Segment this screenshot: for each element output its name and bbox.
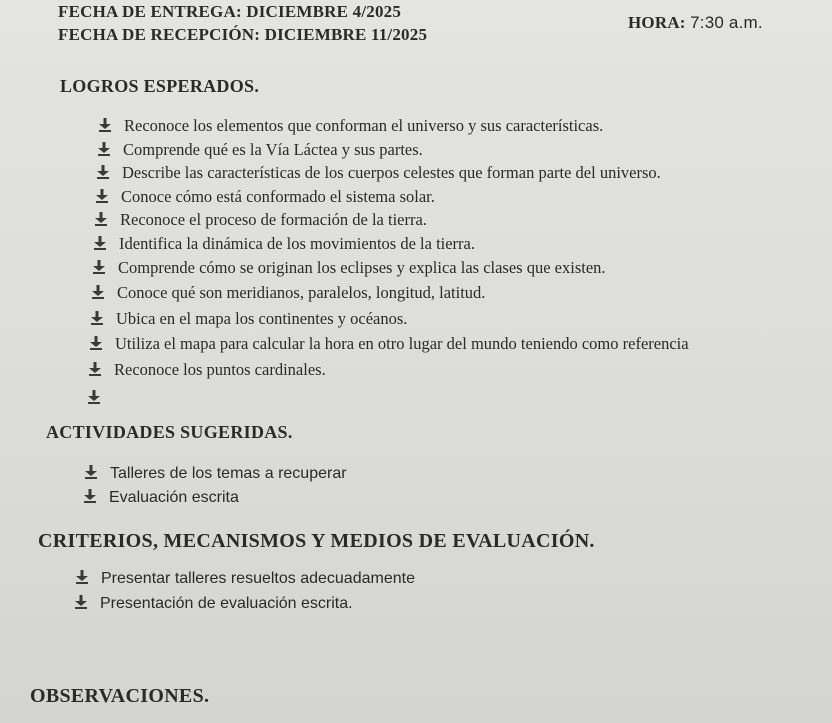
list-item: Comprende cómo se originan los eclipses y explica las clases que existen.	[92, 258, 606, 278]
arrow-down-bar-icon	[83, 489, 97, 503]
observaciones-title: OBSERVACIONES.	[30, 685, 210, 707]
list-item: Identifica la dinámica de los movimientos de la tierra.	[93, 234, 475, 254]
arrow-down-bar-icon	[75, 570, 89, 584]
arrow-down-bar-icon	[94, 212, 108, 226]
hora	[628, 13, 763, 33]
arrow-down-bar-icon	[98, 118, 112, 132]
empty-list-item	[87, 388, 113, 408]
arrow-down-bar-icon	[93, 236, 107, 250]
fecha-recepcion: FECHA DE RECEPCIÓN: DICIEMBRE 11/2025	[58, 25, 428, 44]
arrow-down-bar-icon	[97, 142, 111, 156]
list-item: Evaluación escrita	[83, 489, 239, 507]
list-item: Conoce cómo está conformado el sistema solar.	[95, 187, 435, 207]
list-item: Conoce qué son meridianos, paralelos, longitud, latitud.	[91, 283, 485, 303]
actividades-title: ACTIVIDADES SUGERIDAS.	[46, 422, 293, 442]
list-item: Reconoce los elementos que conforman el universo y sus características.	[98, 116, 603, 136]
arrow-down-bar-icon	[96, 165, 110, 179]
arrow-down-bar-icon	[74, 595, 88, 609]
arrow-down-bar-icon	[88, 362, 102, 376]
hora-value: 7:30 a.m.	[690, 13, 763, 32]
arrow-down-bar-icon	[91, 285, 105, 299]
list-item: Utiliza el mapa para calcular la hora en otro lugar del mundo teniendo como referencia	[89, 334, 832, 354]
arrow-down-bar-icon	[87, 390, 101, 404]
logros-title: LOGROS ESPERADOS.	[60, 76, 260, 96]
arrow-down-bar-icon	[84, 465, 98, 479]
fecha-entrega: FECHA DE ENTREGA: DICIEMBRE 4/2025	[58, 2, 402, 21]
arrow-down-bar-icon	[89, 336, 103, 350]
list-item: Presentación de evaluación escrita.	[74, 595, 353, 613]
hora-label: HORA:	[628, 13, 686, 32]
list-item: Comprende qué es la Vía Láctea y sus partes.	[97, 140, 423, 160]
arrow-down-bar-icon	[92, 260, 106, 274]
list-item: Reconoce los puntos cardinales.	[88, 360, 326, 380]
list-item: Reconoce el proceso de formación de la tierra.	[94, 210, 427, 230]
criterios-title: CRITERIOS, MECANISMOS Y MEDIOS DE EVALUACIÓN.	[38, 530, 595, 552]
list-item: Presentar talleres resueltos adecuadamente	[75, 570, 415, 588]
list-item: Describe las características de los cuerpos celestes que forman parte del universo.	[96, 163, 661, 183]
list-item: Talleres de los temas a recuperar	[84, 465, 347, 483]
arrow-down-bar-icon	[90, 311, 104, 325]
arrow-down-bar-icon	[95, 189, 109, 203]
list-item: Ubica en el mapa los continentes y océanos.	[90, 309, 407, 329]
